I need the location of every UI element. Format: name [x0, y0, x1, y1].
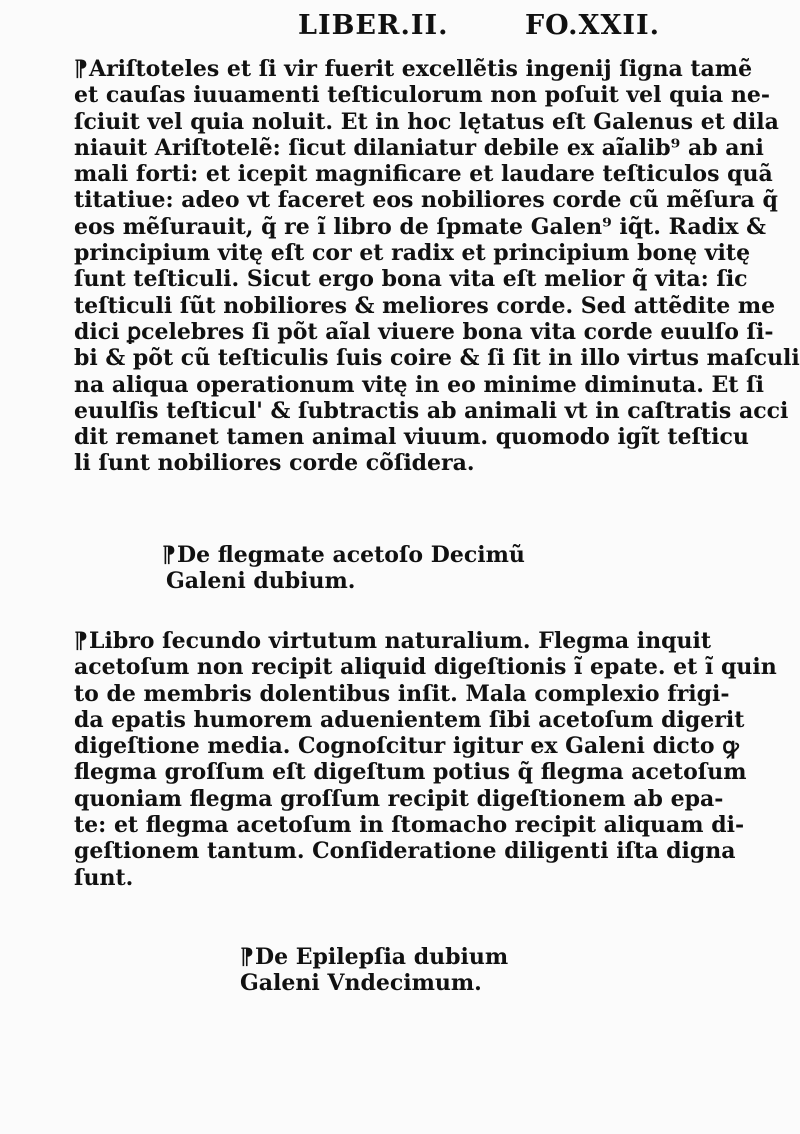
heading-line — [240, 944, 508, 970]
heading-line — [162, 542, 525, 568]
text-line: digeſtione media. Cognoſcitur igitur ex Galeni dicto ꝙ — [74, 733, 739, 760]
text-line: bi & põt cũ teſticulis ſuis coire & ſi ſit in illo virtus maſculi — [74, 345, 800, 372]
paragraph-mark-icon: ¶ — [240, 944, 254, 970]
heading-text: De flegmate acetoſo Decimũ — [177, 542, 525, 568]
paragraph-mark-icon: ¶ — [74, 628, 88, 654]
text-line: eos mẽſurauit, q̃ re ĩ libro de ſpmate Galen⁹ iq̃t. Radix & — [74, 213, 767, 240]
section-heading-undecimum — [240, 944, 508, 997]
text-line: titatiue: adeo vt faceret eos nobiliores corde cũ mẽſura q̃ — [74, 187, 778, 214]
text-line: acetoſum non recipit aliquid digeſtionis ĩ epate. et ĩ quin — [74, 654, 777, 681]
text-line — [74, 628, 712, 654]
text-line — [74, 56, 753, 82]
text-line: flegma groſſum eſt digeſtum potius q̃ flegma acetoſum — [74, 759, 747, 786]
running-head-book: LIBER.II. — [298, 10, 449, 41]
section-heading-decimum — [162, 542, 525, 595]
line-text: Libro ſecundo virtutum naturalium. Flegma inquit — [89, 628, 712, 654]
running-head — [0, 6, 800, 46]
text-line: te: et flegma acetoſum in ſtomacho recipit aliquam di- — [74, 812, 745, 839]
heading-line: Galeni dubium. — [166, 568, 356, 595]
text-line: dit remanet tamen animal viuum. quomodo igĩt teſticu — [74, 424, 749, 451]
text-line: teſticuli ſũt nobiliores & meliores corde. Sed attẽdite me — [74, 292, 776, 319]
text-line: li ſunt nobiliores corde cõſidera. — [74, 450, 475, 477]
line-text: Ariſtoteles et ſi vir fuerit excellẽtis ingenij ſigna tamẽ — [89, 56, 753, 82]
text-line: mali forti: et icepit magnificare et laudare teſticulos quã — [74, 161, 773, 188]
running-head-folio: FO.XXII. — [525, 10, 661, 41]
text-line: dici ꝑcelebres ſi põt aĩal viuere bona vita corde euulſo ſi- — [74, 318, 774, 345]
text-line: niauit Ariſtotelẽ: ſicut dilaniatur debile ex aĩalib⁹ ab ani — [74, 134, 764, 161]
heading-line: Galeni Vndecimum. — [240, 970, 482, 997]
paragraph-mark-icon: ¶ — [162, 542, 176, 568]
text-line: principium vitę eſt cor et radix et principium bonę vitę — [74, 240, 751, 267]
text-line: quoniam flegma groſſum recipit digeſtionem ab epa- — [74, 785, 724, 812]
text-line: to de membris dolentibus inſit. Mala complexio frigi- — [74, 680, 730, 707]
text-line: et cauſas iuuamenti teſticulorum non poſuit vel quia ne- — [74, 82, 770, 109]
text-line: na aliqua operationum vitę in eo minime diminuta. Et ſi — [74, 371, 764, 398]
paragraph-flegma — [74, 628, 777, 891]
text-line: da epatis humorem aduenientem ſibi acetoſum digerit — [74, 706, 745, 733]
text-line: ſunt. — [74, 864, 134, 891]
text-line: ſunt teſticuli. Sicut ergo bona vita eſt melior q̃ vita: ſic — [74, 266, 748, 293]
paragraph-aristotle — [74, 56, 800, 477]
paragraph-mark-icon: ¶ — [74, 56, 88, 82]
text-line: ſciuit vel quia noluit. Et in hoc lętatus eſt Galenus et dila — [74, 108, 779, 135]
text-line: geſtionem tantum. Conſideratione diligenti iſta digna — [74, 838, 736, 865]
heading-text: De Epilepſia dubium — [255, 944, 509, 970]
text-line: euulſis teſticul' & ſubtractis ab animali vt in caſtratis acci — [74, 397, 789, 424]
